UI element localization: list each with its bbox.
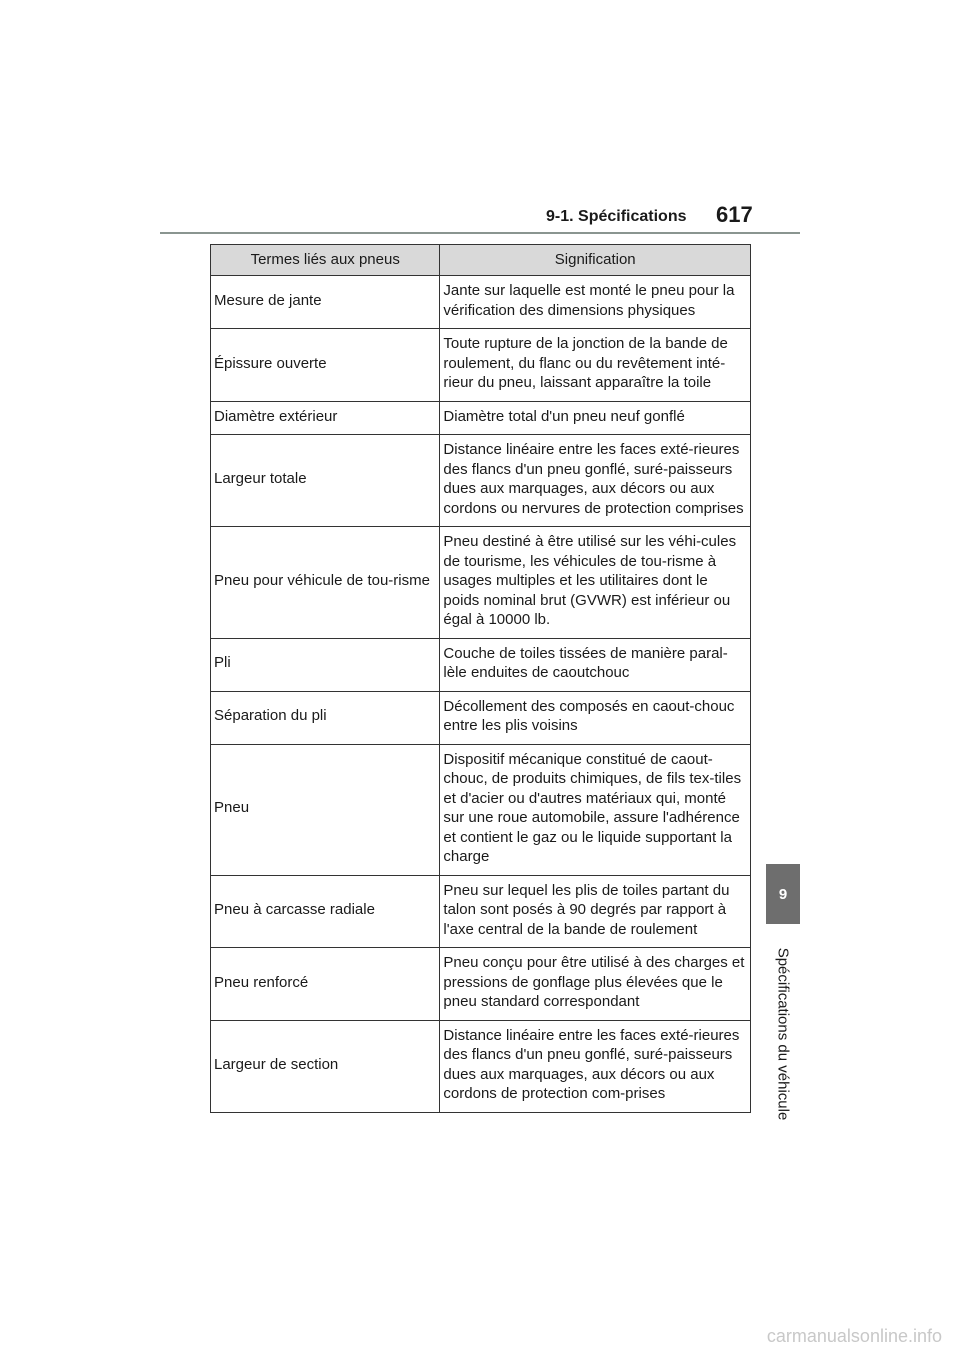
meaning-cell: Diamètre total d'un pneu neuf gonflé	[440, 401, 751, 435]
watermark: carmanualsonline.info	[766, 1326, 942, 1346]
table-row	[211, 276, 751, 329]
page-number: 617	[716, 202, 753, 227]
table-row	[211, 435, 751, 527]
chapter-label: Spécifications du véhicule	[774, 947, 792, 1121]
table-header-row	[211, 245, 751, 276]
chapter-tab	[766, 864, 800, 924]
term-cell: Pneu renforcé	[211, 948, 440, 1021]
table-row	[211, 744, 751, 875]
table-row	[211, 527, 751, 639]
table-row	[211, 948, 751, 1021]
table-row	[211, 638, 751, 691]
table-row	[211, 401, 751, 435]
term-cell: Largeur totale	[211, 435, 440, 527]
meaning-cell: Pneu destiné à être utilisé sur les véhi-cules de tourisme, les véhicules de tou-risme à usages multiples et les utilitaires dont le poids nominal brut (GVWR) est inférieur ou égal à 10000 lb.	[440, 527, 751, 639]
header-divider	[160, 232, 800, 234]
meaning-cell: Dispositif mécanique constitué de caout-chouc, de produits chimiques, de fils tex-tiles et d'acier ou d'autres matériaux qui, monté sur une roue automobile, assure l'adhérence et contient le gaz ou le liquide supportant la charge	[440, 744, 751, 875]
term-cell: Séparation du pli	[211, 691, 440, 744]
tire-terms-table	[210, 244, 751, 1113]
meaning-cell: Distance linéaire entre les faces exté-rieures des flancs d'un pneu gonflé, suré-paisseurs dues aux marquages, aux décors ou aux cordons de protection com-prises	[440, 1020, 751, 1112]
term-cell: Pneu	[211, 744, 440, 875]
table-row	[211, 875, 751, 948]
term-cell: Pneu à carcasse radiale	[211, 875, 440, 948]
term-cell: Diamètre extérieur	[211, 401, 440, 435]
column-header-meaning: Signification	[440, 245, 751, 276]
meaning-cell: Pneu sur lequel les plis de toiles partant du talon sont posés à 90 degrés par rapport à l'axe central de la bande de roulement	[440, 875, 751, 948]
term-cell: Largeur de section	[211, 1020, 440, 1112]
chapter-number: 9	[778, 885, 788, 903]
meaning-cell: Couche de toiles tissées de manière paral-lèle enduites de caoutchouc	[440, 638, 751, 691]
table-row	[211, 1020, 751, 1112]
term-cell: Pneu pour véhicule de tou-risme	[211, 527, 440, 639]
meaning-cell: Distance linéaire entre les faces exté-rieures des flancs d'un pneu gonflé, suré-paisseurs dues aux marquages, aux décors ou aux cordons ou nervures de protection comprises	[440, 435, 751, 527]
term-cell: Pli	[211, 638, 440, 691]
term-cell: Épissure ouverte	[211, 329, 440, 402]
term-cell: Mesure de jante	[211, 276, 440, 329]
section-title: 9-1. Spécifications	[546, 208, 687, 225]
table-row	[211, 329, 751, 402]
meaning-cell: Décollement des composés en caout-chouc entre les plis voisins	[440, 691, 751, 744]
meaning-cell: Toute rupture de la jonction de la bande de roulement, du flanc ou du revêtement inté-rieur du pneu, laissant apparaître la toile	[440, 329, 751, 402]
meaning-cell: Pneu conçu pour être utilisé à des charges et pressions de gonflage plus élevées que le pneu standard correspondant	[440, 948, 751, 1021]
column-header-term: Termes liés aux pneus	[211, 245, 440, 276]
meaning-cell: Jante sur laquelle est monté le pneu pour la vérification des dimensions physiques	[440, 276, 751, 329]
table-row	[211, 691, 751, 744]
